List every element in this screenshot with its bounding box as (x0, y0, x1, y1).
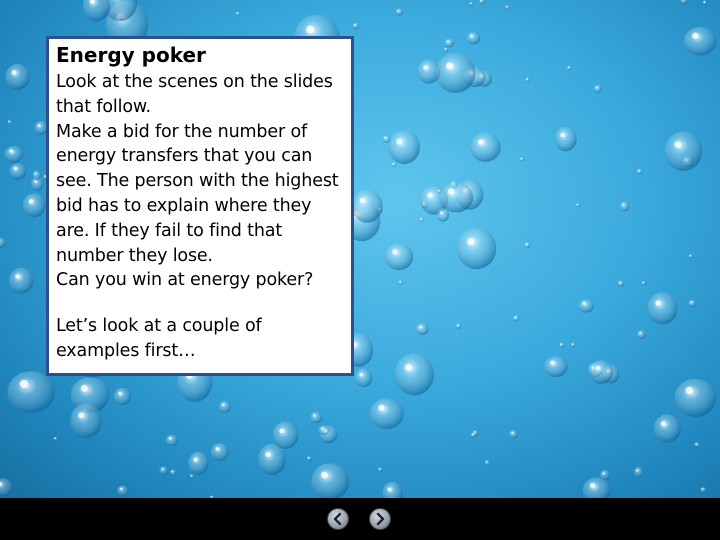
water-droplet-highlight (29, 199, 33, 203)
water-droplet (594, 85, 602, 93)
water-droplet-highlight (619, 282, 621, 284)
water-droplet (307, 456, 312, 460)
water-droplet-highlight (514, 316, 516, 318)
water-droplet-highlight (9, 149, 12, 152)
water-droplet (642, 281, 646, 285)
water-droplet (5, 64, 30, 90)
chevron-right-icon (370, 509, 390, 529)
water-droplet (420, 217, 424, 222)
water-droplet (439, 182, 473, 212)
water-droplet (437, 208, 449, 221)
water-droplet (703, 0, 707, 4)
water-droplet (567, 66, 572, 70)
water-droplet (559, 342, 564, 348)
water-droplet-highlight (447, 40, 449, 42)
water-droplet (654, 414, 681, 442)
water-droplet (8, 120, 12, 124)
water-droplet-highlight (560, 343, 562, 345)
water-droplet (700, 487, 706, 493)
water-droplet-highlight (385, 137, 387, 139)
water-droplet-highlight (603, 472, 605, 474)
water-droplet (9, 163, 26, 179)
water-droplet-highlight (360, 198, 366, 204)
water-droplet (524, 242, 530, 248)
water-droplet-highlight (354, 24, 356, 26)
water-droplet-highlight (306, 26, 314, 34)
water-droplet (392, 162, 397, 167)
previous-slide-button[interactable] (327, 508, 349, 530)
water-droplet (23, 193, 46, 217)
water-droplet-highlight (397, 10, 399, 12)
water-droplet-highlight (359, 373, 362, 376)
water-droplet-highlight (572, 343, 574, 345)
water-droplet-highlight (172, 471, 174, 473)
water-droplet (311, 463, 349, 498)
water-droplet-highlight (399, 281, 401, 283)
water-droplet (684, 27, 717, 56)
water-droplet (456, 323, 461, 329)
water-droplet-highlight (692, 33, 698, 39)
water-droplet (385, 243, 413, 270)
water-droplet-highlight (511, 432, 513, 434)
water-droplet (436, 53, 476, 93)
water-droplet (600, 470, 610, 480)
water-droplet-highlight (702, 488, 704, 490)
water-droplet (416, 323, 429, 335)
water-droplet-highlight (191, 475, 193, 477)
water-droplet-highlight (8, 121, 10, 123)
water-droplet-highlight (661, 421, 666, 426)
water-droplet-highlight (636, 470, 638, 472)
water-droplet (211, 443, 229, 461)
water-droplet (513, 315, 519, 321)
water-droplet (520, 157, 524, 161)
slide-title: Energy poker (56, 43, 206, 67)
water-droplet (273, 422, 299, 449)
water-droplet (170, 469, 176, 475)
paragraph-spacer (56, 293, 344, 314)
water-droplet-highlight (689, 255, 691, 257)
water-droplet (70, 404, 102, 438)
water-droplet (544, 356, 568, 377)
water-droplet (665, 132, 702, 171)
water-droplet-highlight (162, 468, 164, 470)
water-droplet (0, 478, 13, 496)
instruction-paragraph-3: Can you win at energy poker? (56, 270, 314, 291)
water-droplet-highlight (38, 124, 40, 126)
instruction-paragraph-2: Make a bid for the number of energy transfers that you can see. The person with the highest bid has to explain where they are. If they fail to find that number they lose. (56, 121, 339, 266)
water-droplet-highlight (392, 249, 397, 254)
water-droplet-highlight (420, 218, 422, 220)
water-droplet (9, 268, 33, 294)
water-droplet-highlight (486, 461, 488, 463)
water-droplet-highlight (34, 181, 36, 183)
water-droplet-highlight (478, 139, 484, 145)
water-droplet-highlight (279, 429, 284, 434)
water-droplet-highlight (379, 405, 385, 411)
water-droplet (637, 169, 643, 175)
water-droplet-highlight (583, 302, 586, 305)
water-droplet-highlight (472, 434, 474, 436)
water-droplet (689, 254, 693, 258)
water-droplet-highlight (222, 404, 224, 406)
water-droplet (54, 437, 58, 441)
water-droplet-highlight (596, 366, 600, 370)
water-droplet-highlight (321, 472, 328, 479)
water-droplet-highlight (405, 364, 412, 371)
water-droplet-highlight (440, 212, 442, 214)
water-droplet-highlight (642, 282, 644, 284)
water-droplet (634, 467, 643, 478)
water-droplet (680, 0, 687, 4)
water-droplet-highlight (526, 243, 528, 245)
water-droplet-highlight (12, 70, 16, 74)
water-droplet (579, 299, 594, 312)
water-droplet (444, 48, 448, 52)
water-droplet (675, 379, 717, 417)
water-droplet (83, 0, 110, 21)
water-droplet-highlight (308, 457, 310, 459)
water-droplet (457, 228, 496, 270)
water-droplet-highlight (321, 427, 323, 429)
water-droplet-highlight (470, 35, 472, 37)
water-droplet-highlight (35, 173, 37, 175)
water-droplet-highlight (313, 415, 315, 417)
water-droplet-highlight (265, 452, 270, 457)
water-droplet-highlight (638, 170, 640, 172)
water-droplet-highlight (596, 87, 598, 89)
water-droplet-highlight (216, 447, 219, 450)
water-droplet (159, 466, 168, 474)
water-droplet-highlight (457, 324, 459, 326)
water-droplet (388, 130, 420, 164)
water-droplet-highlight (467, 238, 474, 245)
water-droplet (352, 23, 359, 30)
slideshow-control-bar (0, 498, 720, 540)
water-droplet-highlight (704, 1, 706, 3)
water-droplet-highlight (20, 380, 28, 388)
water-droplet-highlight (81, 385, 88, 392)
water-droplet-highlight (169, 437, 171, 439)
water-droplet (505, 5, 509, 9)
water-droplet-highlight (194, 458, 198, 462)
water-droplet (470, 133, 501, 162)
water-droplet (355, 368, 372, 387)
water-droplet-highlight (622, 204, 624, 206)
water-droplet-highlight (561, 133, 565, 137)
water-droplet (219, 401, 231, 413)
water-droplet (114, 388, 131, 405)
water-droplet (236, 12, 240, 16)
water-droplet-highlight (445, 48, 447, 50)
water-droplet (571, 343, 575, 348)
next-slide-button[interactable] (369, 508, 391, 530)
chevron-left-icon (328, 509, 348, 529)
water-droplet (590, 360, 613, 384)
water-droplet (318, 425, 329, 435)
water-droplet (479, 0, 484, 4)
water-droplet (444, 39, 454, 48)
water-droplet-highlight (15, 274, 19, 278)
water-droplet-highlight (675, 141, 682, 148)
water-droplet-highlight (526, 78, 528, 80)
water-droplet (117, 486, 128, 497)
water-droplet (378, 468, 382, 472)
water-droplet-highlight (118, 392, 121, 395)
water-droplet (370, 398, 404, 429)
water-droplet-highlight (550, 361, 554, 365)
water-droplet (555, 127, 577, 152)
water-droplet-highlight (419, 326, 421, 328)
water-droplet-highlight (655, 300, 660, 305)
water-droplet (395, 353, 434, 395)
water-droplet (620, 201, 629, 211)
water-droplet (33, 171, 41, 180)
instruction-paragraph-1: Look at the scenes on the slides that follow. (56, 72, 333, 117)
water-droplet-highlight (14, 167, 17, 170)
water-droplet-highlight (506, 6, 508, 8)
water-droplet-highlight (120, 488, 122, 490)
water-droplet (648, 292, 678, 324)
water-droplet-highlight (639, 332, 641, 334)
water-droplet-highlight (438, 190, 440, 192)
water-droplet (398, 280, 402, 284)
instruction-paragraph-4: Let’s look at a couple of examples first… (56, 316, 262, 361)
water-droplet (688, 300, 696, 308)
water-droplet (310, 412, 322, 423)
water-droplet-highlight (448, 188, 454, 194)
water-droplet (190, 474, 194, 478)
water-droplet (525, 77, 530, 82)
water-droplet (4, 146, 23, 163)
water-droplet-highlight (392, 163, 394, 165)
water-droplet (583, 478, 611, 499)
water-droplet-highlight (686, 387, 693, 394)
water-droplet-highlight (397, 139, 403, 145)
water-droplet (258, 444, 286, 475)
water-droplet (352, 189, 383, 223)
water-droplet (509, 430, 518, 439)
water-droplet-highlight (423, 65, 427, 69)
water-droplet-highlight (577, 204, 579, 206)
water-droplet-highlight (695, 443, 697, 445)
water-droplet (617, 281, 624, 287)
water-droplet-highlight (568, 66, 570, 68)
water-droplet (166, 435, 178, 446)
water-droplet (0, 238, 6, 248)
water-droplet-highlight (54, 437, 56, 439)
water-droplet-highlight (388, 488, 392, 492)
water-droplet-highlight (237, 12, 239, 14)
water-droplet (469, 2, 473, 6)
water-droplet-highlight (446, 62, 453, 69)
water-droplet-highlight (521, 158, 523, 160)
water-droplet-highlight (470, 2, 472, 4)
water-droplet (471, 433, 477, 438)
water-droplet (637, 330, 646, 339)
water-droplet-highlight (474, 431, 476, 433)
water-droplet (576, 203, 580, 207)
water-droplet (396, 8, 404, 15)
water-droplet (485, 460, 490, 465)
water-droplet (8, 371, 55, 413)
text-box (46, 36, 354, 376)
water-droplet (188, 452, 208, 475)
water-droplet (467, 32, 481, 44)
water-droplet-highlight (78, 413, 84, 419)
water-droplet-highlight (379, 468, 381, 470)
water-droplet-highlight (690, 301, 692, 303)
water-droplet (694, 442, 700, 447)
water-droplet (382, 482, 402, 498)
water-droplet-highlight (590, 483, 595, 488)
water-droplet-highlight (427, 193, 432, 198)
